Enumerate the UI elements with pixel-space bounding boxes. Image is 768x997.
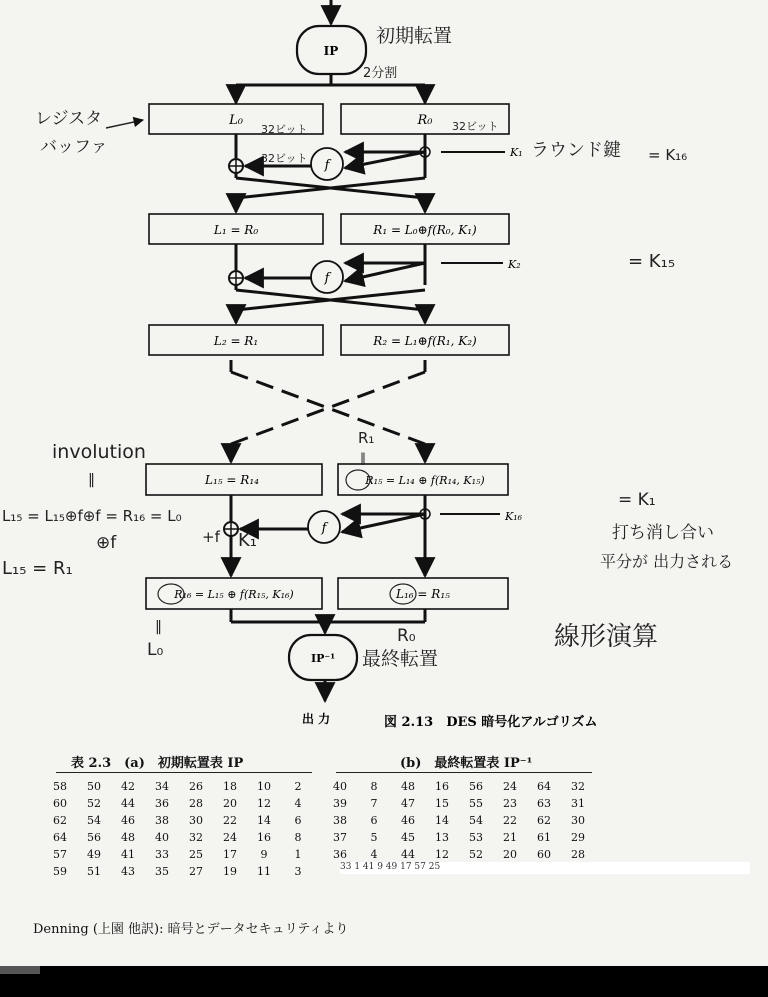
table-cell: 38 — [333, 814, 347, 827]
table-cell: 3 — [294, 865, 302, 878]
table-cell: 48 — [401, 780, 415, 793]
table-cell: 6 — [294, 814, 302, 827]
table-cell: 14 — [257, 814, 271, 827]
table-cell: 6 — [370, 814, 378, 827]
svg-text:= K₁: = K₁ — [618, 490, 656, 510]
table-cell: 9 — [260, 848, 268, 861]
svg-text:‖: ‖ — [155, 619, 162, 635]
table-row — [323, 812, 595, 829]
table-cell: 22 — [223, 814, 237, 827]
table-cell: 42 — [121, 780, 135, 793]
table-cell: 47 — [401, 797, 415, 810]
table-row — [43, 795, 315, 812]
svg-text:L₂ = R₁: L₂ = R₁ — [213, 334, 259, 348]
table-cell: 62 — [537, 814, 551, 827]
svg-text:R₁ = L₀⊕f(R₀, K₁): R₁ = L₀⊕f(R₀, K₁) — [373, 223, 477, 237]
svg-text:‖: ‖ — [360, 451, 366, 465]
table-cell: 44 — [401, 848, 415, 861]
output-label: 出 力 — [302, 712, 331, 726]
table-cell: 63 — [537, 797, 551, 810]
svg-text:L₁₆ = R₁₅: L₁₆ = R₁₅ — [396, 587, 450, 601]
svg-text:f: f — [321, 521, 327, 536]
table-cell: 46 — [121, 814, 135, 827]
svg-text:L₁₅ = R₁: L₁₅ = R₁ — [2, 558, 73, 579]
table-cell: 41 — [121, 848, 135, 861]
table-cell: 16 — [257, 831, 271, 844]
table-cell: 40 — [333, 780, 347, 793]
table-a-title: 表 2.3 (a) 初期転置表 IP — [71, 756, 244, 771]
table-cell: 32 — [571, 780, 585, 793]
svg-text:L₁₅ = R₁₄: L₁₅ = R₁₄ — [205, 473, 259, 487]
table-row — [323, 829, 595, 846]
scan-footer-bar — [0, 966, 768, 997]
table-cell: 7 — [370, 797, 378, 810]
svg-text:‖: ‖ — [88, 472, 95, 488]
svg-text:f: f — [324, 271, 330, 286]
table-cell: 36 — [155, 797, 169, 810]
table-cell: 16 — [435, 780, 449, 793]
key-k16: K₁₆ — [505, 510, 523, 523]
table-cell: 59 — [53, 865, 67, 878]
table-row — [43, 846, 315, 863]
table-cell: 64 — [53, 831, 67, 844]
svg-text:32ビット: 32ビット — [261, 152, 308, 165]
svg-text:最終転置: 最終転置 — [362, 648, 439, 670]
table-cell: 64 — [537, 780, 551, 793]
svg-text:= K₁₆: = K₁₆ — [648, 146, 688, 164]
table-cell: 62 — [53, 814, 67, 827]
table-cell: 21 — [503, 831, 517, 844]
table-cell: 24 — [223, 831, 237, 844]
table-cell: 54 — [87, 814, 101, 827]
svg-text:= K₁₅: = K₁₅ — [628, 251, 676, 272]
svg-text:ラウンド鍵: ラウンド鍵 — [531, 140, 621, 161]
table-cell: 61 — [537, 831, 551, 844]
svg-text:R₁₆ = L₁₅ ⊕ f(R₁₅, K₁₆): R₁₆ = L₁₅ ⊕ f(R₁₅, K₁₆) — [174, 588, 294, 601]
table-cell: 14 — [435, 814, 449, 827]
svg-text:2分割: 2分割 — [363, 66, 398, 81]
table-cell: 31 — [571, 797, 585, 810]
table-cell: 13 — [435, 831, 449, 844]
svg-text:R₁: R₁ — [358, 429, 375, 447]
table-cell: 28 — [189, 797, 203, 810]
svg-text:平分が 出力される: 平分が 出力される — [600, 552, 734, 571]
table-cell: 38 — [155, 814, 169, 827]
table-b-title: (b) 最終転置表 IP⁻¹ — [400, 756, 533, 771]
r0-text: R₀ — [417, 113, 433, 128]
table-cell: 19 — [223, 865, 237, 878]
table-cell: 54 — [469, 814, 483, 827]
svg-text:打ち消し合い: 打ち消し合い — [612, 523, 714, 543]
table-row — [43, 863, 315, 880]
table-cell: 56 — [87, 831, 101, 844]
table-cell: 23 — [503, 797, 517, 810]
table-cell: 8 — [294, 831, 302, 844]
table-cell: 2 — [294, 780, 302, 793]
svg-text:R₁₅ = L₁₄ ⊕ f(R₁₄, K₁₅): R₁₅ = L₁₄ ⊕ f(R₁₄, K₁₅) — [365, 474, 485, 487]
table-a — [43, 778, 315, 880]
table-cell: 18 — [223, 780, 237, 793]
table-cell: 60 — [537, 848, 551, 861]
table-cell: 51 — [87, 865, 101, 878]
ip-label: IP — [323, 44, 339, 58]
table-cell: 4 — [370, 848, 378, 861]
key-k1: K₁ — [510, 146, 523, 159]
table-cell: 44 — [121, 797, 135, 810]
table-cell: 30 — [571, 814, 585, 827]
table-cell: 28 — [571, 848, 585, 861]
table-row — [43, 812, 315, 829]
svg-text:レジスタ: レジスタ — [35, 109, 103, 129]
table-cell: 10 — [257, 780, 271, 793]
table-cell: 32 — [189, 831, 203, 844]
table-cell: 29 — [571, 831, 585, 844]
table-cell: 46 — [401, 814, 415, 827]
table-cell: 22 — [503, 814, 517, 827]
table-cell: 26 — [189, 780, 203, 793]
table-cell: 55 — [469, 797, 483, 810]
table-row — [323, 846, 595, 863]
table-b — [323, 778, 595, 863]
table-row — [323, 778, 595, 795]
table-cell: 25 — [189, 848, 203, 861]
table-cell: 27 — [189, 865, 203, 878]
table-cell: 50 — [87, 780, 101, 793]
key-k2: K₂ — [508, 258, 521, 271]
figure-caption: 図 2.13 DES 暗号化アルゴリズム — [384, 715, 598, 730]
table-cell: 30 — [189, 814, 203, 827]
svg-text:32ビット: 32ビット — [452, 120, 499, 133]
svg-text:involution: involution — [52, 441, 146, 463]
table-cell: 24 — [503, 780, 517, 793]
svg-text:L₁₅ = L₁₅⊕f⊕f = R₁₆ = L₀: L₁₅ = L₁₅⊕f⊕f = R₁₆ = L₀ — [2, 507, 182, 525]
table-cell: 12 — [257, 797, 271, 810]
table-cell: 15 — [435, 797, 449, 810]
table-b-rule — [336, 772, 592, 773]
table-cell: 39 — [333, 797, 347, 810]
svg-text:R₂ = L₁⊕f(R₁, K₂): R₂ = L₁⊕f(R₁, K₂) — [373, 334, 477, 348]
svg-text:K₁: K₁ — [238, 530, 258, 551]
table-cell: 49 — [87, 848, 101, 861]
table-cell: 43 — [121, 865, 135, 878]
table-cell: 11 — [257, 865, 271, 878]
table-cell: 33 — [155, 848, 169, 861]
table-cell: 5 — [370, 831, 378, 844]
table-cell: 20 — [223, 797, 237, 810]
table-cell: 35 — [155, 865, 169, 878]
table-cell: 52 — [87, 797, 101, 810]
table-cell: 60 — [53, 797, 67, 810]
table-cell: 52 — [469, 848, 483, 861]
table-cell: 8 — [370, 780, 378, 793]
table-cell: 58 — [53, 780, 67, 793]
table-b-overlap-row: 33 1 41 9 49 17 57 25 — [340, 862, 750, 874]
svg-text:+f: +f — [202, 528, 220, 546]
table-cell: 1 — [294, 848, 302, 861]
svg-text:IP⁻¹: IP⁻¹ — [310, 652, 336, 665]
table-cell: 56 — [469, 780, 483, 793]
l0-text: L₀ — [229, 113, 243, 128]
table-row — [323, 795, 595, 812]
table-row — [43, 778, 315, 795]
table-cell: 57 — [53, 848, 67, 861]
table-cell: 40 — [155, 831, 169, 844]
table-cell: 36 — [333, 848, 347, 861]
svg-text:バッファ: バッファ — [40, 137, 108, 157]
svg-text:R₀: R₀ — [397, 626, 416, 646]
table-a-rule — [56, 772, 312, 773]
table-cell: 4 — [294, 797, 302, 810]
table-cell: 20 — [503, 848, 517, 861]
table-cell: 48 — [121, 831, 135, 844]
table-cell: 12 — [435, 848, 449, 861]
table-cell: 37 — [333, 831, 347, 844]
svg-text:L₀: L₀ — [147, 640, 164, 660]
table-cell: 45 — [401, 831, 415, 844]
svg-text:線形演算: 線形演算 — [554, 622, 659, 652]
svg-text:⊕f: ⊕f — [96, 533, 117, 553]
table-cell: 34 — [155, 780, 169, 793]
svg-text:L₁ = R₀: L₁ = R₀ — [213, 223, 259, 237]
svg-text:f: f — [324, 158, 330, 173]
credit-line: Denning (上園 他訳): 暗号とデータセキュリティより — [33, 922, 349, 937]
table-row — [43, 829, 315, 846]
table-cell: 17 — [223, 848, 237, 861]
svg-text:32ビット: 32ビット — [261, 123, 308, 136]
table-cell: 53 — [469, 831, 483, 844]
svg-text:初期転置: 初期転置 — [376, 25, 453, 47]
